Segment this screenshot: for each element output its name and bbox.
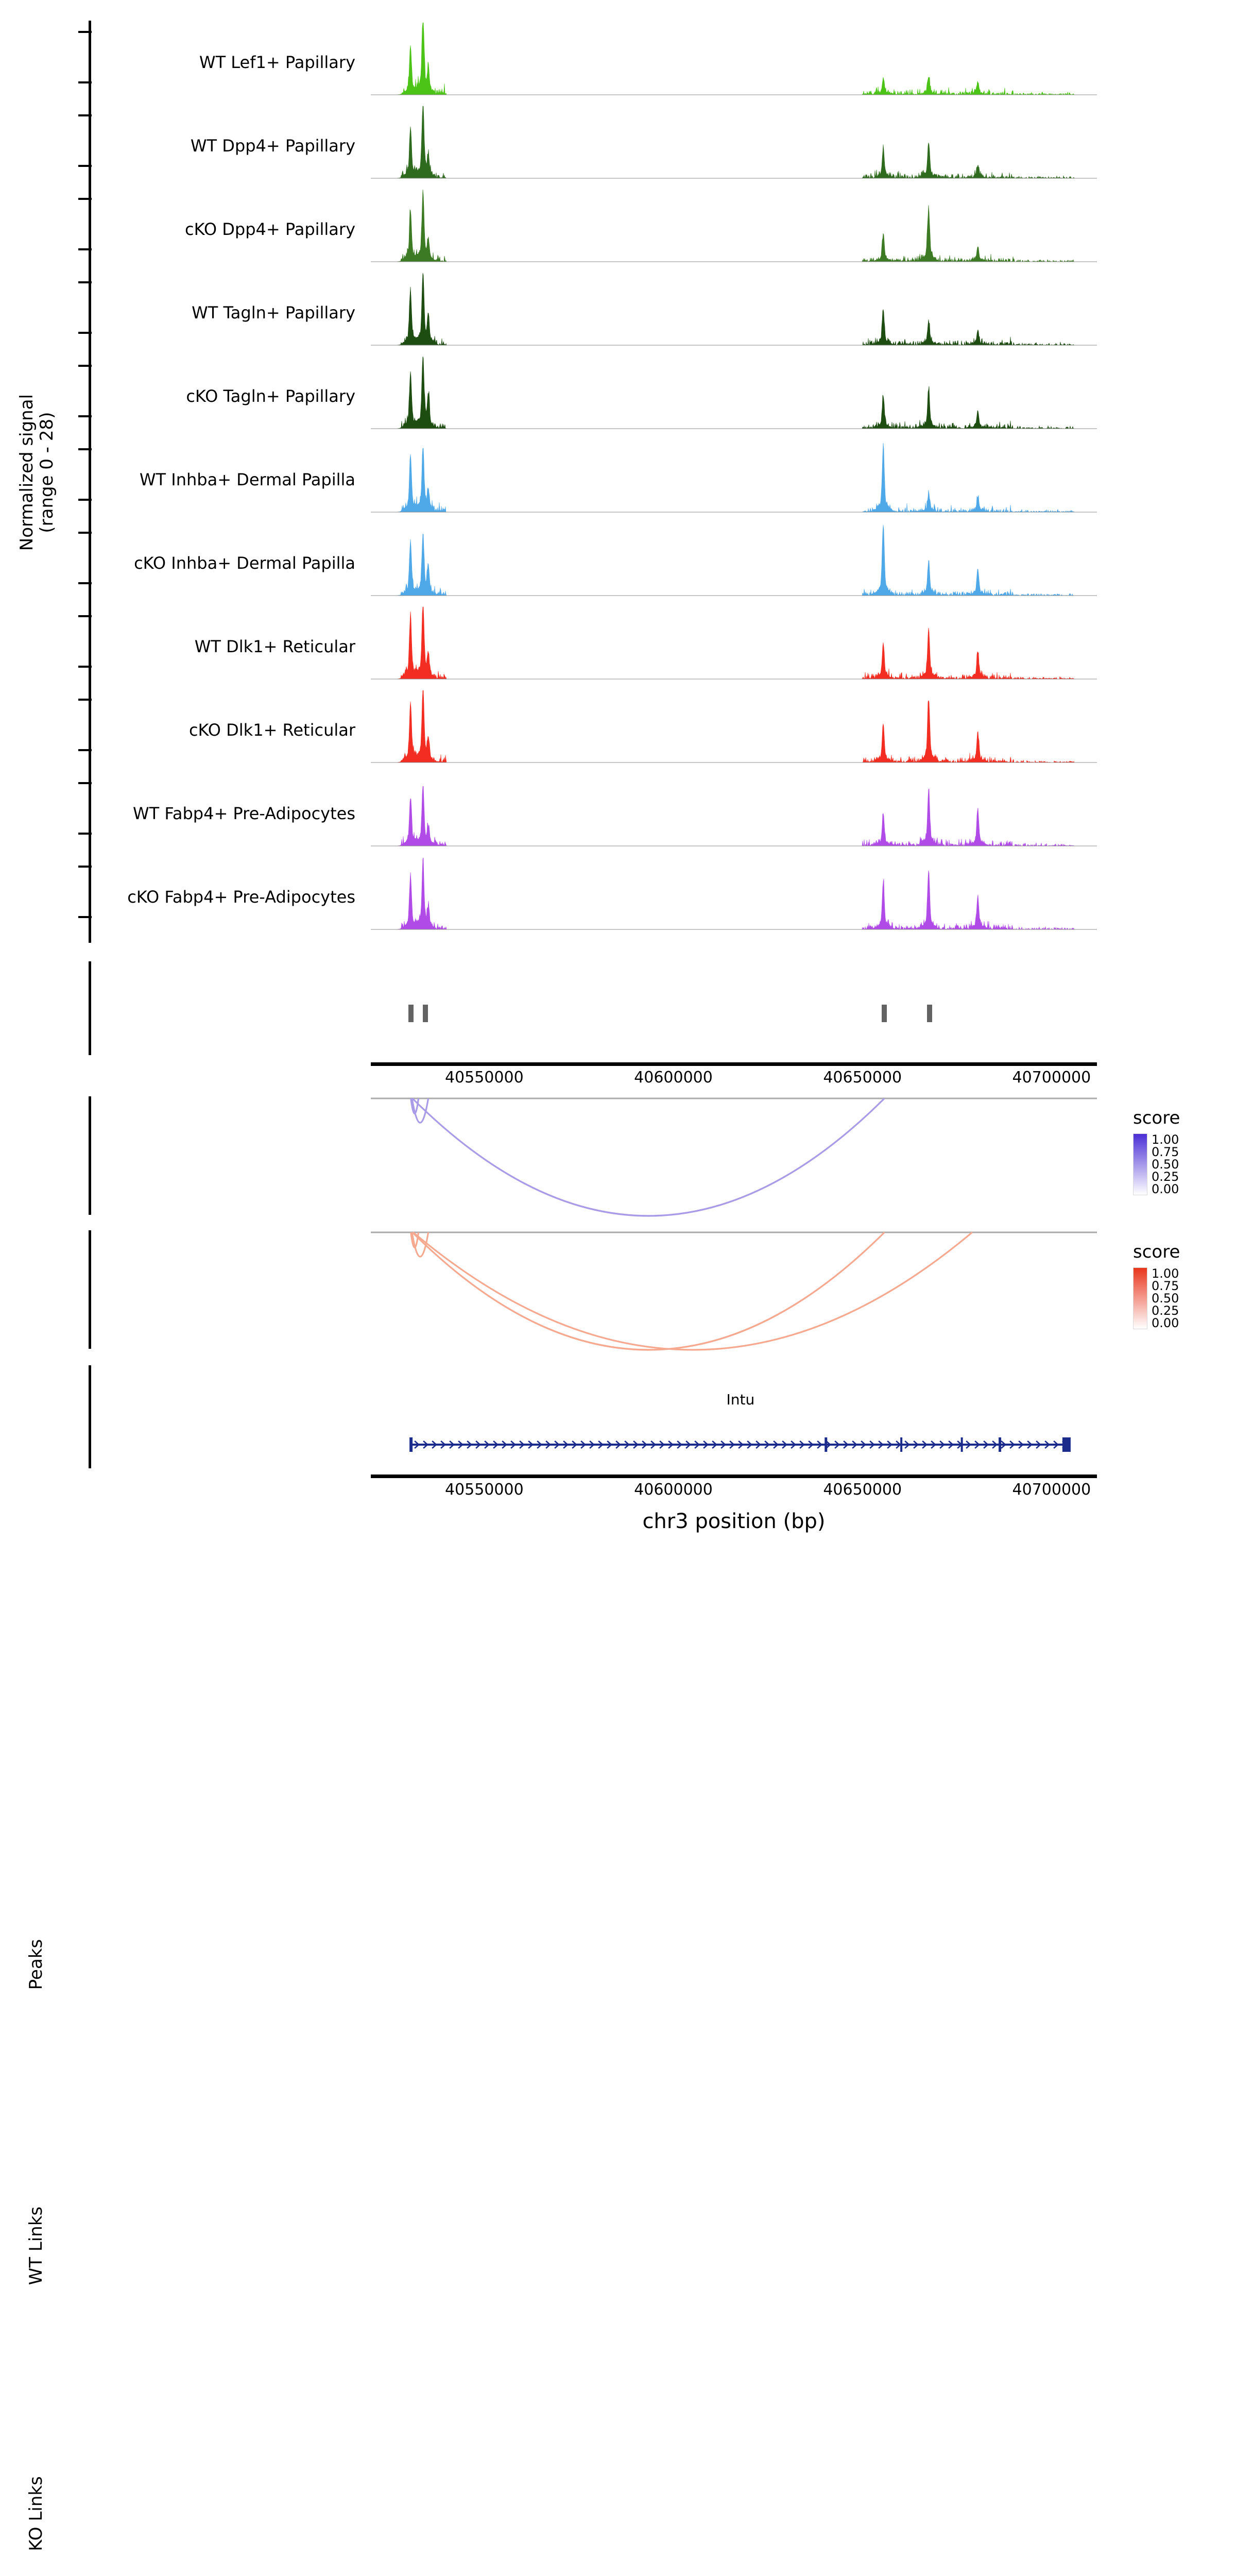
track-signal [371,21,1097,104]
wt-legend-ticks [1152,1133,1179,1194]
legend-tick-label: 0.50 [1152,1157,1179,1172]
genes-axis-spine [89,1365,91,1468]
axis-tick-label: 40600000 [634,1069,713,1087]
coverage-tracks [0,0,1236,943]
axis-tick-label: 40550000 [444,1481,524,1499]
genes-panel [0,1360,1236,1473]
peak-mark [423,1005,428,1022]
gene-name-label: Intu [726,1391,755,1408]
legend-tick-label: 1.00 [1152,1266,1179,1281]
axis-tick-label: 40600000 [634,1481,713,1499]
coverage-track [0,521,1236,605]
axis-tick-label: 40700000 [1012,1481,1091,1499]
coverage-track [0,605,1236,688]
axis-tick [78,916,92,918]
ko-links-axis-spine [89,1230,91,1349]
track-label: WT Lef1+ Papillary [199,53,355,72]
track-signal [371,521,1097,605]
ko-legend-colorbar [1133,1267,1147,1329]
genomic-axis-bottom [371,1475,1097,1503]
coverage-track [0,188,1236,271]
peak-mark [408,1005,414,1022]
genomic-axis-top [371,1062,1097,1091]
axis-tick [78,365,92,367]
peaks-label: Peaks [26,1939,46,1990]
track-label: WT Inhba+ Dermal Papilla [139,470,355,489]
coverage-track [0,354,1236,438]
axis-tick [78,582,92,584]
track-signal [371,688,1097,772]
axis-tick [78,31,92,33]
coverage-track [0,104,1236,188]
legend-tick-label: 0.50 [1152,1291,1179,1306]
track-label: cKO Dpp4+ Papillary [185,219,355,239]
legend-tick-label: 0.75 [1152,1279,1179,1293]
track-signal [371,188,1097,271]
axis-tick [78,415,92,417]
wt-links-plot [371,1091,1097,1220]
axis-line [371,1475,1097,1478]
coverage-track [0,21,1236,104]
ko-score-legend [1133,1242,1236,1329]
legend-tick-label: 1.00 [1152,1132,1179,1147]
wt-links-axis-spine [89,1096,91,1215]
peak-mark [882,1005,887,1022]
ko-legend-ticks [1152,1267,1179,1328]
gene-model [371,1427,1097,1468]
ko-legend-title: score [1133,1242,1180,1262]
axis-tick [78,448,92,450]
axis-tick [78,833,92,835]
legend-tick-label: 0.00 [1152,1316,1179,1330]
track-label: cKO Dlk1+ Reticular [188,720,355,740]
legend-tick-label: 0.25 [1152,1170,1179,1184]
wt-legend-colorbar [1133,1133,1147,1195]
track-label: WT Fabp4+ Pre-Adipocytes [133,804,355,823]
axis-tick [78,749,92,751]
axis-tick [78,499,92,501]
axis-tick [78,114,92,116]
axis-tick-label: 40650000 [823,1069,902,1087]
axis-tick [78,666,92,668]
track-signal [371,104,1097,188]
axis-tick [78,332,92,334]
wt-score-legend [1133,1108,1236,1195]
axis-tick [78,532,92,534]
coverage-track [0,855,1236,939]
coverage-track [0,271,1236,354]
axis-tick [78,165,92,167]
axis-tick [78,699,92,701]
track-label: cKO Fabp4+ Pre-Adipocytes [127,887,355,907]
peak-mark [927,1005,932,1022]
axis-tick-label: 40550000 [444,1069,524,1087]
track-label: WT Tagln+ Papillary [192,303,355,323]
axis-tick-label: 40650000 [823,1481,902,1499]
track-label: WT Dlk1+ Reticular [194,637,355,656]
track-label: WT Dpp4+ Papillary [190,136,355,156]
wt-legend-title: score [1133,1108,1180,1128]
track-signal [371,855,1097,939]
axis-tick [78,248,92,250]
track-signal [371,271,1097,354]
legend-tick-label: 0.75 [1152,1145,1179,1159]
track-signal [371,605,1097,688]
axis-tick [78,281,92,283]
coverage-track [0,772,1236,855]
axis-tick [78,198,92,200]
axis-line [371,1062,1097,1066]
coverage-track [0,438,1236,521]
wt-links-label: WT Links [26,2206,46,2285]
axis-tick [78,615,92,617]
x-axis-title: chr3 position (bp) [642,1510,826,1533]
track-signal [371,354,1097,438]
coverage-track [0,688,1236,772]
legend-tick-label: 0.00 [1152,1182,1179,1196]
ko-links-label: KO Links [26,2476,46,2551]
peaks-axis-spine [89,961,91,1055]
axis-tick [78,81,92,83]
track-label: cKO Inhba+ Dermal Papilla [134,553,355,573]
axis-tick-label: 40700000 [1012,1069,1091,1087]
legend-tick-label: 0.25 [1152,1303,1179,1318]
axis-tick [78,866,92,868]
y-axis-label: Normalized signal (range 0 - 28) [16,394,57,551]
track-signal [371,772,1097,855]
track-signal [371,438,1097,521]
axis-tick [78,782,92,784]
ko-links-plot [371,1225,1097,1354]
track-label: cKO Tagln+ Papillary [186,386,355,406]
